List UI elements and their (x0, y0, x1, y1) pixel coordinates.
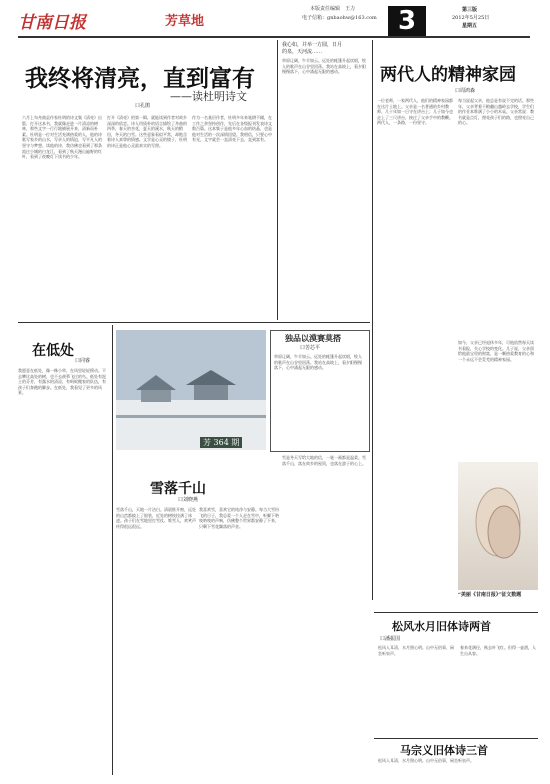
main-text-col3: 作为一名基层作者，杜明多年来笔耕不辍，在工作之余坚持创作，先后在各级报刊发表诗文数百篇。这本集子是他多年心血的结晶，也是他对生活的一次深情回望。我相信，只要心中有光，文字就会一直清亮下去，直到富有。 (192, 115, 272, 143)
poems-three-headline: 马宗义旧体诗三首 (400, 744, 488, 757)
column-divider (277, 40, 278, 320)
poems-top-rule (374, 612, 538, 613)
poem-top-line1: 我心如，并举一方圆，日月 (282, 42, 343, 48)
poems-three-text: 松风入耳清，水月照心明。山中无俗事，闲坐听泉声。 (378, 758, 474, 763)
page-label: 第三版 (462, 7, 478, 13)
poems-two-author: 口潘振国 (380, 636, 401, 642)
zaidibei-author: 口同睿 (75, 358, 91, 364)
main-headline: 我终将清亮，直到富有 (25, 65, 255, 92)
hands-photo (458, 462, 538, 590)
snow-text-col1: 雪落千山，天地一片洁白。清晨推开窗，远处的山峦都披上了银装，近处的树枝挂满了冰凌。孩子们在雪地里打雪仗、堆雪人，欢笑声传得很远很远。 (116, 507, 196, 529)
issue-date: 2012年5月25日 (452, 15, 490, 21)
poems-three-rule (374, 738, 538, 739)
issue-weekday: 星期五 (462, 23, 478, 29)
email-line: 电子信箱：gnbaohw@163.com (302, 15, 377, 21)
family-text-col3: 如今，父亲已经退休多年，可他依然每天读书看报，关心学校的变化。儿子说，父亲留给他最宝贵的财富，是一颗热爱教育的心和一个永远不会荒芜的精神家园。 (458, 340, 534, 362)
main-subtitle: ——读杜明诗文 (170, 90, 247, 103)
main-text-col2: 打开《清亮》的第一辑，就能读到作者对故乡深深的依恋。诗人用质朴的语言描绘了舟曲的四季，春天的杏花，夏天的溪水，秋天的稻田，冬天的白雪。这些意象看似平常，却饱含着诗人真挚的情感。文学是心灵的镜子，杜明的诗正是他心灵最真实的写照。 (107, 115, 187, 148)
award-caption: “美丽《甘南日报》”征文数题 (458, 592, 522, 598)
photo-caption: 芳 364 期 (200, 437, 242, 448)
newspaper-logo: 甘南日报 (18, 13, 86, 33)
family-headline: 两代人的精神家园 (380, 65, 516, 85)
zaidibei-text: 我愿意在低处，像一株小草，在风里轻轻摇动。不去攀比高处的树，也不去羡慕飞过的鸟。低处有泥土的芬芳，有露水的清凉，有蚂蚁搬家的队伍，有孩子们奔跑的脚步。在低处，我看见了更多的风景。 (18, 368, 106, 396)
feature-headline: 独品以漠赛莫搭 (285, 333, 341, 343)
main-text-col1: 六月上旬舟曲县作家杜明的诗文集《清亮》出版，打开这本书，我就像走进一片清凉的树林，那些文字一行行地铺展开来，清新而朴素。杜明是一位对生活充满热爱的人，他的诗歌写家乡的山水，写亲人的情谊，写平凡人的坚守与梦想。读他的诗，我仿佛也看到了那条流过小城的白龙江，看到了秋天漫山遍野的红叶，看到了夜晚灯下读书的少年。 (22, 115, 102, 160)
poems-two-col2: 春来花满径，秋去叶飞红。但得一壶酒，人生自从容。 (460, 645, 536, 656)
scenic-photo (116, 330, 266, 450)
section-title: 芳草地 (165, 14, 205, 29)
main-bottom-rule (18, 322, 370, 323)
left-divider (112, 325, 113, 775)
snow-headline: 雪落千山 (150, 481, 206, 497)
feature-text: 草原辽阔，牛羊如云。远处的帐篷升起炊烟，牧人的歌声在山谷里回荡。我站在高坡上，看夕阳慢慢落下，心中涌起无限的感动。 (274, 354, 362, 371)
right-divider (372, 40, 373, 600)
poems-two-col1: 松风入耳清，水月照心明。山中无俗事，闲坐听泉声。 (378, 645, 454, 656)
poem-top-body: 草原辽阔，牛羊如云。远处的帐篷升起炊烟，牧人的歌声在山谷里回荡。我站在高坡上，看夕阳慢慢落下，心中涌起无限的感动。 (282, 58, 366, 75)
snow-author: 口刘晓燕 (178, 497, 199, 503)
zaidibei-headline: 在低处 (32, 343, 74, 359)
page-number: 3 (388, 6, 426, 36)
family-text-col2: 每当说起父亲，他总是有说不完的话。那些年，父亲背着干粮翻山越岭去学校，学生们的作业本堆满了小小的木桌。父亲常说：教书就是点灯，照亮孩子们的路，也照亮自己的心。 (458, 98, 534, 126)
family-author: 口周鸿森 (455, 88, 476, 94)
feature-author: 口苦芯平 (300, 345, 321, 351)
editor-line: 本版责任编辑 王力 (310, 6, 356, 12)
masthead-rule (18, 36, 530, 38)
main-author: 口孔鹃 (135, 103, 151, 109)
poems-two-headline: 松风水月旧体诗两首 (392, 620, 491, 633)
poem-top-line2: 的泉，天河流…… (282, 49, 323, 55)
snow-text-col2: 我喜欢雪，喜欢它的纯净与安静。每当大雪纷飞的日子，我总爱一个人走在雪中，听脚下咯吱咯吱的声响，仿佛整个世界都安静了下来，只剩下雪花飘落的声音。 (199, 507, 279, 529)
snow-text-col3: 雪是冬天写给大地的信，一笔一画都是温柔。雪落千山，落在故乡的屋顶，也落在游子的心上。 (282, 455, 366, 466)
family-text-col1: 一位老师，一家两代人，他们的精神家园都在这片土地上。父亲是一名普通的乡村教师，几十年如一日守在讲台上；儿子如今也走上了三尺讲台，接过了父亲手中的教鞭。两代人，一条路，一份坚守。 (377, 98, 453, 126)
